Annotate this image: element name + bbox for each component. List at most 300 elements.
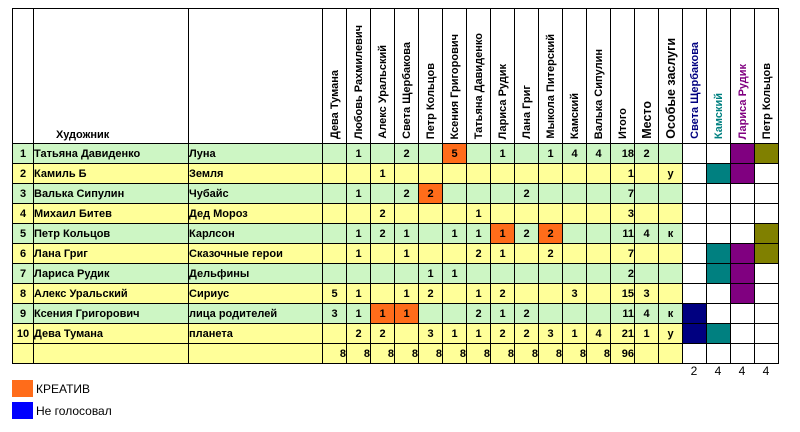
vote-total-cell: 8 <box>371 344 395 364</box>
vote-cell <box>515 264 539 284</box>
vote-cell <box>323 204 347 224</box>
header-total <box>611 9 635 144</box>
judge-mark <box>731 184 755 204</box>
artwork-title: Земля <box>189 164 323 184</box>
header-voter-text: Татьяна Давиденко <box>472 32 485 139</box>
vote-cell: 1 <box>467 224 491 244</box>
vote-cell <box>587 164 611 184</box>
vote-cell <box>371 284 395 304</box>
vote-cell: 2 <box>515 304 539 324</box>
header-voter-text: Света Щербакова <box>400 42 413 139</box>
header-voter-text: Ксения Григорович <box>448 33 461 139</box>
special-cell <box>659 204 683 224</box>
special-cell <box>659 144 683 164</box>
header-voter-text: Дева Тумана <box>328 69 341 139</box>
vote-cell <box>539 264 563 284</box>
artwork-title: лица родителей <box>189 304 323 324</box>
vote-cell <box>539 284 563 304</box>
footer-judge-empty <box>731 344 755 364</box>
total-cell: 1 <box>611 164 635 184</box>
judge-totals <box>682 364 778 378</box>
vote-cell: 1 <box>491 224 515 244</box>
vote-total-cell: 8 <box>467 344 491 364</box>
vote-cell: 1 <box>347 144 371 164</box>
vote-cell: 2 <box>371 224 395 244</box>
vote-cell: 2 <box>419 184 443 204</box>
row-number: 3 <box>13 184 34 204</box>
judge-mark <box>755 324 779 344</box>
judge-mark <box>731 284 755 304</box>
footer-judge-empty <box>683 344 707 364</box>
legend-creative <box>12 380 90 397</box>
judge-total: 4 <box>762 364 770 378</box>
artist-name: Алекс Уральский <box>34 284 189 304</box>
judge-mark <box>731 224 755 244</box>
special-cell: у <box>659 324 683 344</box>
footer-empty <box>13 344 34 364</box>
vote-cell: 1 <box>443 324 467 344</box>
vote-cell <box>395 264 419 284</box>
vote-cell <box>419 304 443 324</box>
vote-cell <box>323 244 347 264</box>
header-artist-label: Художник <box>56 129 110 141</box>
judge-total: 4 <box>738 364 746 378</box>
table-row <box>13 204 779 224</box>
vote-cell <box>539 304 563 324</box>
vote-cell: 2 <box>347 324 371 344</box>
place-cell: 4 <box>635 304 659 324</box>
header-judge <box>731 9 755 144</box>
header-row <box>13 9 779 144</box>
ratings-table <box>12 8 779 364</box>
table-row <box>13 324 779 344</box>
header-voter <box>443 9 467 144</box>
judge-mark <box>707 164 731 184</box>
vote-cell <box>395 324 419 344</box>
vote-cell: 2 <box>371 324 395 344</box>
header-voter <box>467 9 491 144</box>
vote-cell: 1 <box>491 304 515 324</box>
vote-cell: 2 <box>491 284 515 304</box>
vote-cell <box>323 324 347 344</box>
vote-cell <box>563 204 587 224</box>
vote-cell <box>491 164 515 184</box>
vote-cell: 3 <box>323 304 347 324</box>
judge-mark <box>755 164 779 184</box>
artist-name: Ксения Григорович <box>34 304 189 324</box>
header-voter-text: Алекс Уральский <box>376 45 389 139</box>
header-voter <box>395 9 419 144</box>
total-cell: 11 <box>611 224 635 244</box>
vote-cell <box>587 304 611 324</box>
vote-cell <box>419 164 443 184</box>
vote-cell: 1 <box>419 264 443 284</box>
table-row <box>13 244 779 264</box>
vote-cell <box>515 204 539 224</box>
place-cell <box>635 184 659 204</box>
header-voter <box>515 9 539 144</box>
vote-cell: 2 <box>419 284 443 304</box>
table-row <box>13 144 779 164</box>
judge-mark <box>683 304 707 324</box>
place-cell <box>635 204 659 224</box>
header-voter <box>347 9 371 144</box>
header-artist <box>34 9 189 144</box>
vote-cell: 2 <box>395 184 419 204</box>
vote-cell: 1 <box>491 144 515 164</box>
vote-cell: 1 <box>467 284 491 304</box>
vote-cell: 4 <box>587 144 611 164</box>
legend-swatch-creative <box>12 380 33 397</box>
vote-cell: 2 <box>395 144 419 164</box>
vote-total-cell: 8 <box>323 344 347 364</box>
row-number: 7 <box>13 264 34 284</box>
total-cell: 15 <box>611 284 635 304</box>
vote-cell <box>347 264 371 284</box>
row-number: 8 <box>13 284 34 304</box>
judge-mark <box>683 324 707 344</box>
header-judge <box>755 9 779 144</box>
table-row <box>13 224 779 244</box>
vote-cell <box>467 144 491 164</box>
vote-cell: 2 <box>467 244 491 264</box>
judge-mark <box>707 244 731 264</box>
vote-cell <box>563 304 587 324</box>
vote-cell: 1 <box>371 304 395 324</box>
vote-total-cell: 8 <box>443 344 467 364</box>
header-judge-text: Петр Кольцов <box>760 62 773 139</box>
vote-cell: 1 <box>443 264 467 284</box>
judge-mark <box>755 244 779 264</box>
header-title <box>189 9 323 144</box>
vote-cell <box>347 164 371 184</box>
vote-cell <box>323 144 347 164</box>
vote-cell <box>587 224 611 244</box>
artwork-title: планета <box>189 324 323 344</box>
judge-mark <box>731 204 755 224</box>
vote-cell <box>515 244 539 264</box>
vote-cell <box>347 204 371 224</box>
judge-mark <box>683 184 707 204</box>
judge-mark <box>683 264 707 284</box>
artwork-title: Чубайс <box>189 184 323 204</box>
footer-judge-empty <box>755 344 779 364</box>
vote-cell <box>467 264 491 284</box>
artwork-title: Сириус <box>189 284 323 304</box>
vote-cell <box>371 264 395 284</box>
legend-swatch-not-voted <box>12 402 33 419</box>
vote-cell: 4 <box>587 324 611 344</box>
artwork-title: Сказочные герои <box>189 244 323 264</box>
special-cell <box>659 264 683 284</box>
special-cell: к <box>659 224 683 244</box>
vote-cell: 1 <box>371 164 395 184</box>
vote-cell: 4 <box>563 144 587 164</box>
vote-cell: 5 <box>323 284 347 304</box>
vote-cell <box>515 284 539 304</box>
footer-row <box>13 344 779 364</box>
total-cell: 18 <box>611 144 635 164</box>
vote-cell: 1 <box>563 324 587 344</box>
total-cell: 11 <box>611 304 635 324</box>
header-voter <box>371 9 395 144</box>
vote-cell <box>419 224 443 244</box>
place-cell <box>635 164 659 184</box>
vote-cell <box>395 164 419 184</box>
vote-cell <box>419 244 443 264</box>
vote-cell: 2 <box>539 224 563 244</box>
artist-name: Лана Григ <box>34 244 189 264</box>
judge-mark <box>755 264 779 284</box>
header-voter-text: Мыкола Питерский <box>544 34 557 139</box>
vote-cell <box>443 164 467 184</box>
judge-mark <box>755 144 779 164</box>
judge-mark <box>707 204 731 224</box>
table-row <box>13 304 779 324</box>
vote-cell: 1 <box>467 204 491 224</box>
vote-cell <box>467 184 491 204</box>
artwork-title: Луна <box>189 144 323 164</box>
total-cell: 2 <box>611 264 635 284</box>
vote-cell <box>443 204 467 224</box>
vote-total-cell: 8 <box>539 344 563 364</box>
vote-cell <box>563 244 587 264</box>
vote-cell <box>491 264 515 284</box>
row-number: 6 <box>13 244 34 264</box>
judge-mark <box>683 224 707 244</box>
artist-name: Валька Сипулин <box>34 184 189 204</box>
header-total-text: Итого <box>616 107 629 139</box>
header-voter <box>323 9 347 144</box>
vote-cell: 1 <box>395 304 419 324</box>
vote-cell: 2 <box>515 224 539 244</box>
vote-cell <box>587 284 611 304</box>
vote-cell <box>323 184 347 204</box>
artwork-title: Дед Мороз <box>189 204 323 224</box>
vote-cell: 3 <box>419 324 443 344</box>
place-cell <box>635 244 659 264</box>
vote-total-cell: 8 <box>515 344 539 364</box>
vote-cell <box>563 164 587 184</box>
legend-not-voted <box>12 402 112 419</box>
special-cell <box>659 184 683 204</box>
header-judge <box>707 9 731 144</box>
header-judge-text: Лариса Рудик <box>736 63 749 139</box>
place-cell: 2 <box>635 144 659 164</box>
judge-mark <box>731 304 755 324</box>
legend-label-not-voted: Не голосовал <box>36 403 112 418</box>
artist-name: Михаил Битев <box>34 204 189 224</box>
table-row <box>13 284 779 304</box>
vote-cell <box>587 204 611 224</box>
vote-cell: 1 <box>491 244 515 264</box>
vote-total-cell: 8 <box>563 344 587 364</box>
table-row <box>13 184 779 204</box>
vote-cell: 2 <box>539 244 563 264</box>
place-cell <box>635 264 659 284</box>
vote-cell <box>371 244 395 264</box>
header-voter-text: Любовь Рахмилевич <box>352 24 365 139</box>
vote-cell: 1 <box>395 244 419 264</box>
judge-mark <box>755 284 779 304</box>
header-judge <box>683 9 707 144</box>
place-cell: 3 <box>635 284 659 304</box>
judge-total: 2 <box>690 364 698 378</box>
vote-cell <box>587 244 611 264</box>
vote-cell <box>371 144 395 164</box>
judge-mark <box>755 224 779 244</box>
header-judge-text: Света Щербакова <box>688 42 701 139</box>
judge-mark <box>683 244 707 264</box>
artwork-title: Карлсон <box>189 224 323 244</box>
header-voter <box>587 9 611 144</box>
judge-mark <box>683 204 707 224</box>
vote-cell <box>395 204 419 224</box>
header-voter-text: Камский <box>568 92 581 139</box>
judge-mark <box>707 144 731 164</box>
header-special-text: Особые заслуги <box>663 38 678 139</box>
judge-mark <box>707 184 731 204</box>
judge-mark <box>755 304 779 324</box>
vote-cell <box>539 184 563 204</box>
header-judge-text: Камский <box>712 92 725 139</box>
vote-cell <box>563 224 587 244</box>
legend-label-creative: КРЕАТИВ <box>36 381 91 396</box>
judge-mark <box>731 144 755 164</box>
vote-total-cell: 8 <box>395 344 419 364</box>
special-cell: у <box>659 164 683 184</box>
vote-cell: 1 <box>395 224 419 244</box>
vote-cell <box>587 264 611 284</box>
footer-empty <box>635 344 659 364</box>
vote-cell: 1 <box>347 224 371 244</box>
artist-name: Татьяна Давиденко <box>34 144 189 164</box>
judge-mark <box>707 304 731 324</box>
judge-mark <box>755 204 779 224</box>
vote-cell <box>443 304 467 324</box>
row-number: 4 <box>13 204 34 224</box>
vote-cell <box>323 164 347 184</box>
vote-cell <box>515 164 539 184</box>
vote-cell: 1 <box>443 224 467 244</box>
vote-cell: 5 <box>443 144 467 164</box>
vote-cell <box>467 164 491 184</box>
vote-cell <box>443 244 467 264</box>
vote-cell <box>491 204 515 224</box>
footer-empty <box>34 344 189 364</box>
row-number: 2 <box>13 164 34 184</box>
vote-total-cell: 8 <box>419 344 443 364</box>
special-cell <box>659 244 683 264</box>
vote-cell <box>515 144 539 164</box>
header-voter-text: Валька Сипулин <box>592 48 605 139</box>
footer-empty <box>189 344 323 364</box>
header-voter <box>563 9 587 144</box>
vote-total-cell: 8 <box>587 344 611 364</box>
vote-cell <box>443 184 467 204</box>
artist-name: Лариса Рудик <box>34 264 189 284</box>
judge-mark <box>683 144 707 164</box>
vote-cell: 2 <box>371 204 395 224</box>
header-voter-text: Лана Григ <box>520 85 533 139</box>
total-cell: 3 <box>611 204 635 224</box>
footer-empty <box>659 344 683 364</box>
judge-mark <box>707 284 731 304</box>
vote-cell: 2 <box>467 304 491 324</box>
judge-mark <box>683 284 707 304</box>
place-cell: 4 <box>635 224 659 244</box>
total-cell: 7 <box>611 184 635 204</box>
header-voter <box>539 9 563 144</box>
vote-cell: 1 <box>467 324 491 344</box>
vote-cell: 1 <box>539 144 563 164</box>
artist-name: Камиль Б <box>34 164 189 184</box>
vote-cell <box>443 284 467 304</box>
header-voter <box>491 9 515 144</box>
judge-mark <box>731 264 755 284</box>
vote-cell <box>419 204 443 224</box>
vote-cell <box>419 144 443 164</box>
vote-cell <box>491 184 515 204</box>
judge-mark <box>683 164 707 184</box>
artist-name: Дева Тумана <box>34 324 189 344</box>
judge-mark <box>707 224 731 244</box>
judge-total: 4 <box>714 364 722 378</box>
header-voter <box>419 9 443 144</box>
vote-cell: 1 <box>395 284 419 304</box>
vote-cell <box>539 204 563 224</box>
vote-cell: 2 <box>515 184 539 204</box>
header-special <box>659 9 683 144</box>
total-cell: 21 <box>611 324 635 344</box>
header-place-text: Место <box>639 101 654 139</box>
vote-cell <box>323 264 347 284</box>
header-no <box>13 9 34 144</box>
judge-mark <box>731 324 755 344</box>
vote-cell: 1 <box>347 304 371 324</box>
artwork-title: Дельфины <box>189 264 323 284</box>
total-cell: 7 <box>611 244 635 264</box>
vote-cell: 1 <box>347 284 371 304</box>
vote-cell <box>587 184 611 204</box>
vote-cell <box>539 164 563 184</box>
header-voter-text: Лариса Рудик <box>496 63 509 139</box>
vote-cell: 2 <box>515 324 539 344</box>
vote-cell: 3 <box>539 324 563 344</box>
vote-cell: 3 <box>563 284 587 304</box>
vote-cell <box>563 184 587 204</box>
table-row <box>13 164 779 184</box>
vote-cell <box>323 224 347 244</box>
vote-total-cell: 8 <box>491 344 515 364</box>
row-number: 5 <box>13 224 34 244</box>
vote-cell: 1 <box>347 244 371 264</box>
footer-judge-empty <box>707 344 731 364</box>
table-row <box>13 264 779 284</box>
artist-name: Петр Кольцов <box>34 224 189 244</box>
judge-mark <box>731 164 755 184</box>
vote-cell: 2 <box>491 324 515 344</box>
special-cell <box>659 284 683 304</box>
judge-mark <box>707 264 731 284</box>
row-number: 1 <box>13 144 34 164</box>
row-number: 9 <box>13 304 34 324</box>
place-cell: 1 <box>635 324 659 344</box>
vote-cell <box>563 264 587 284</box>
grand-total-cell: 96 <box>611 344 635 364</box>
judge-mark <box>755 184 779 204</box>
judge-mark <box>707 324 731 344</box>
